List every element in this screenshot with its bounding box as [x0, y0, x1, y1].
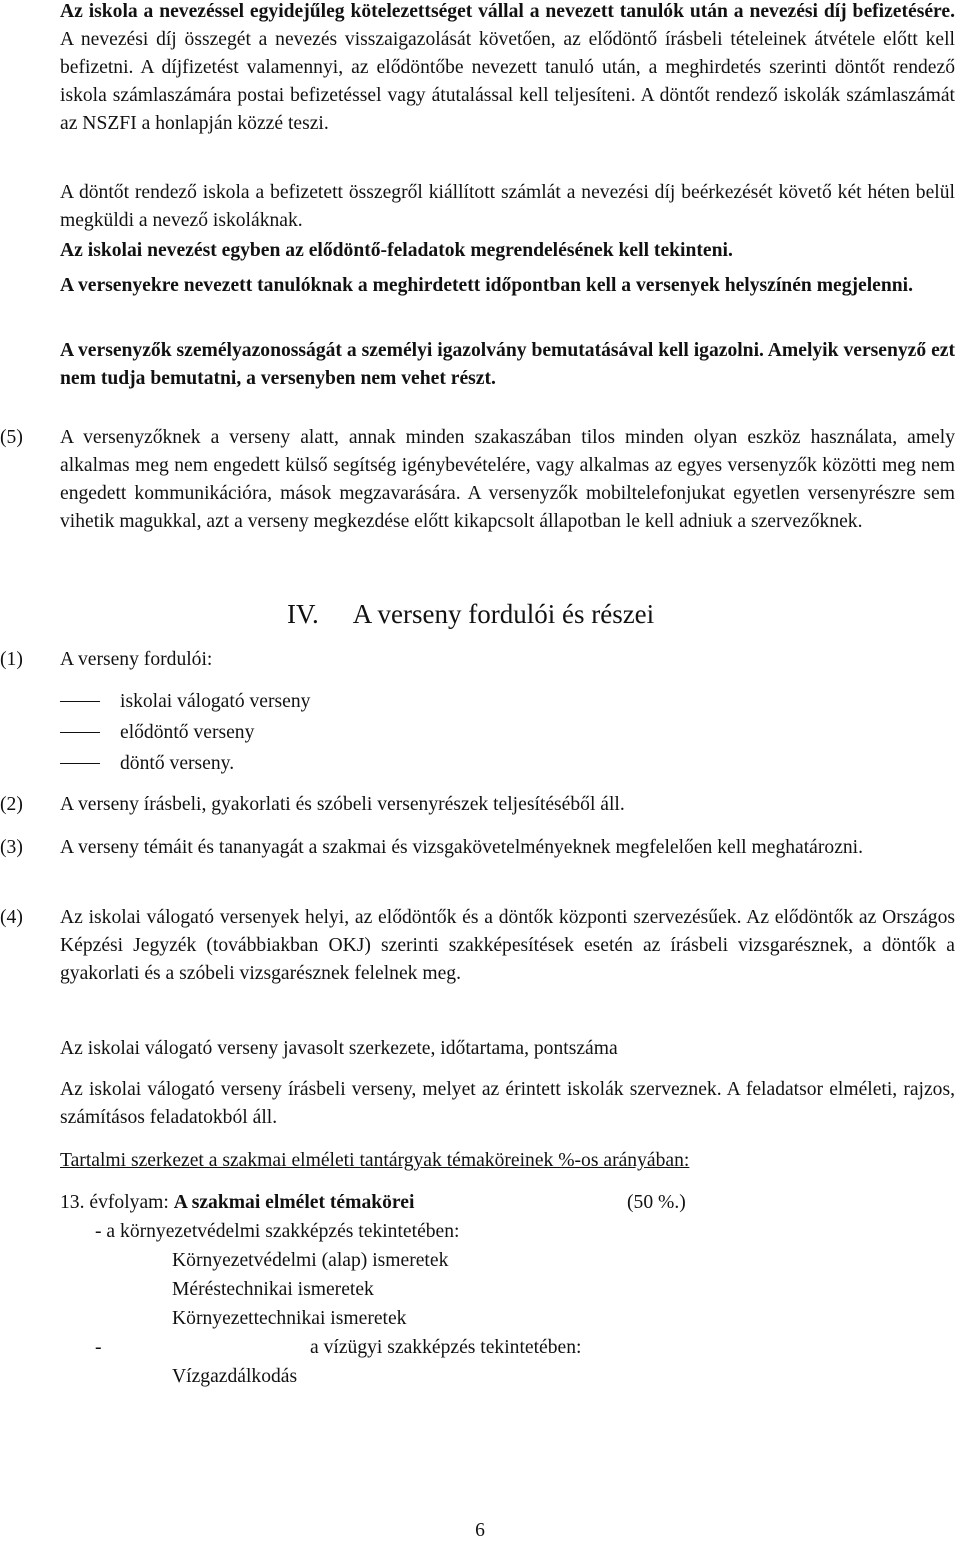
paragraph-structure: Az iskolai válogató verseny javasolt szerkezete, időtartama, pontszáma: [60, 1038, 618, 1059]
item-2-text: A verseny írásbeli, gyakorlati és szóbeli versenyrészek teljesítéséből áll.: [60, 794, 625, 815]
item-5-number: (5): [0, 427, 23, 448]
item-2-number: (2): [0, 794, 23, 815]
paragraph-invoice: A döntőt rendező iskola a befizetett összegről kiállított számlát a nevezési díj beérkezését követő két héten belül megküldi a nevező iskoláknak.: [60, 182, 955, 231]
paragraph-order-notice: Az iskolai nevezést egyben az elődöntő-feladatok megrendelésének kell tekinteni.: [60, 240, 733, 261]
dash-bullet: [60, 701, 100, 702]
dash-bullet: [60, 732, 100, 733]
item-3-text: A verseny témáit és tananyagát a szakmai és vizsgakövetelményeknek megfelelően kell meghatározni.: [60, 837, 864, 858]
syllabus-env-intro: - a környezetvédelmi szakképzés tekintetében:: [95, 1221, 460, 1242]
fee-obligation-text: A nevezési díj összegét a nevezés visszaigazolását követően, az elődöntő írásbeli tételeinek átvétele előtt kell befizetni. A díjfizetést valamennyi, az elődöntőbe nevezett tanuló után, a meghirdetés szerinti döntőt rendező iskola számlaszámára postai befizetéssel vagy átutalással kell teljesíteni. A döntőt rendező iskolák számlaszámát az NSZFI a honlapján közzé teszi.: [60, 29, 955, 134]
paragraph-fee-obligation: [60, 0, 955, 138]
syllabus-env-item: Méréstechnikai ismeretek: [172, 1279, 374, 1300]
round-list-item: döntő verseny.: [120, 753, 235, 774]
syllabus-percent: (50 %.): [627, 1192, 686, 1213]
syllabus-env-item: Környezettechnikai ismeretek: [172, 1308, 407, 1329]
syllabus-grade-line: [60, 1189, 414, 1217]
syllabus-water-dash: -: [95, 1337, 102, 1358]
paragraph-identity: A versenyzők személyazonosságát a személyi igazolvány bemutatásával kell igazolni. Amelyik versenyző ezt nem tudja bemutatni, a versenyben nem vehet részt.: [60, 340, 955, 389]
round-list-item: iskolai válogató verseny: [120, 691, 311, 712]
item-1-text: A verseny fordulói:: [60, 649, 213, 670]
syllabus-water-item: Vízgazdálkodás: [172, 1366, 298, 1387]
page-number: 6: [475, 1520, 485, 1541]
section-title: A verseny fordulói és részei: [352, 599, 655, 629]
item-4-number: (4): [0, 907, 23, 928]
fee-obligation-bold: Az iskola a nevezéssel egyidejűleg kötelezettséget vállal a nevezett tanulók után a nevezési díj befizetésére.: [60, 1, 955, 22]
section-heading: [287, 596, 654, 632]
syllabus-grade: 13. évfolyam:: [60, 1192, 174, 1213]
item-3-number: (3): [0, 837, 23, 858]
item-5-text: A versenyzőknek a verseny alatt, annak minden szakaszában tilos minden olyan eszköz használata, amely alkalmas meg nem engedett külső segítség igénybevételére, vagy alkalmas az egyes versenyzők közötti meg nem engedett kommunikációra, mások megzavarására. A versenyzők mobiltelefonjukat egyetlen versenyrészre sem vihetik magukkal, azt a verseny megkezdése előtt kikapcsolt állapotban le kell adniuk a szervezőknek.: [60, 427, 955, 532]
syllabus-env-item: Környezetvédelmi (alap) ismeretek: [172, 1250, 449, 1271]
paragraph-written-round: Az iskolai válogató verseny írásbeli verseny, melyet az érintett iskolák szerveznek. A feladatsor elméleti, rajzos, számításos feladatokból áll.: [60, 1079, 955, 1128]
round-list-item: elődöntő verseny: [120, 722, 255, 743]
paragraph-attendance: A versenyekre nevezett tanulóknak a meghirdetett időpontban kell a versenyek helyszínén megjelenni.: [60, 275, 914, 296]
syllabus-heading: A szakmai elmélet témakörei: [173, 1192, 415, 1213]
item-4-text: Az iskolai válogató versenyek helyi, az elődöntők és a döntők központi szervezésűek. Az elődöntők az Országos Képzési Jegyzék (továbbiakban OKJ) szerinti szakképesítések esetén az írásbeli vizsgarésznek, a döntők a gyakorlati és a szóbeli vizsgarésznek felelnek meg.: [60, 907, 955, 984]
dash-bullet: [60, 763, 100, 764]
paragraph-content-structure: Tartalmi szerkezet a szakmai elméleti tantárgyak témaköreinek %-os arányában:: [60, 1150, 690, 1171]
section-roman-numeral: IV.: [287, 599, 319, 629]
item-1-number: (1): [0, 649, 23, 670]
syllabus-water-intro: a vízügyi szakképzés tekintetében:: [310, 1337, 582, 1358]
